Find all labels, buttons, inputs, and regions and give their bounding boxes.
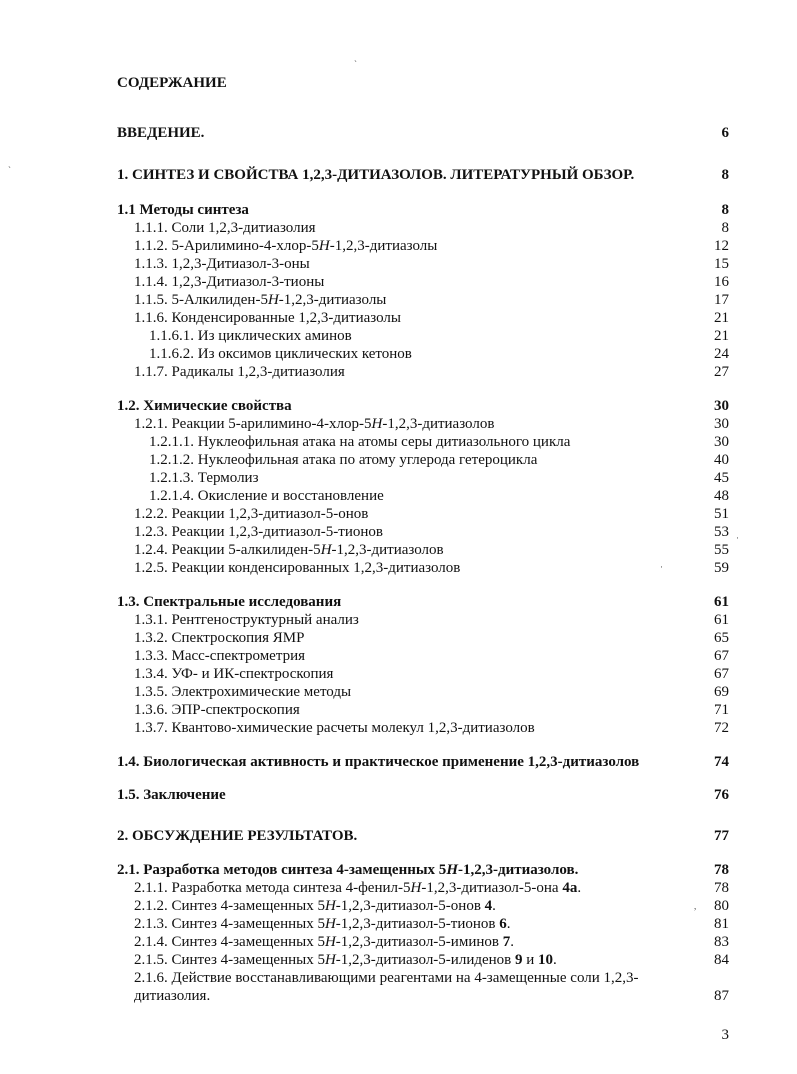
toc-entry-title: 1.3.4. УФ- и ИК-спектроскопия	[134, 666, 334, 682]
toc-entry-title	[134, 933, 514, 951]
toc-entry[interactable]	[0, 291, 797, 309]
toc-entry-title: 1.1 Методы синтеза	[117, 202, 249, 218]
toc-entry-page: 8	[721, 202, 729, 218]
toc-entry-title-part: 10	[538, 952, 554, 968]
toc-entry-title-part: .	[577, 880, 582, 896]
toc-entry-page: 71	[714, 702, 729, 718]
toc-entry[interactable]	[0, 237, 797, 255]
toc-entry-title	[117, 861, 578, 879]
toc-entry-title-part: H	[324, 934, 336, 950]
toc-entry[interactable]	[0, 629, 797, 647]
toc-entry-title: 1.1.6.1. Из циклических аминов	[149, 328, 352, 344]
toc-entry-title-part: 4a	[562, 880, 578, 896]
toc-entry-title-part: .	[492, 898, 496, 914]
toc-entry-title: 1.3.3. Масс-спектрометрия	[134, 648, 306, 664]
toc-entry[interactable]	[0, 593, 797, 611]
toc-entry[interactable]	[0, 933, 797, 951]
toc-entry-title-part: H	[320, 542, 332, 558]
toc-entry-title-part: 1.1.5. 5-Алкилиден-5	[134, 292, 268, 308]
toc-entry[interactable]	[0, 647, 797, 665]
toc-entry[interactable]	[0, 665, 797, 683]
toc-entry[interactable]	[0, 327, 797, 345]
toc-entry[interactable]	[0, 786, 797, 804]
toc-entry[interactable]	[0, 505, 797, 523]
toc-entry[interactable]	[0, 897, 797, 915]
toc-entry-page: 30	[714, 398, 729, 414]
toc-entry[interactable]	[0, 219, 797, 237]
toc-entry-title	[134, 897, 496, 915]
toc-entry-title: 1.3.7. Квантово-химические расчеты молекул 1,2,3-дитиазолов	[134, 720, 535, 736]
toc-entry[interactable]	[0, 915, 797, 933]
toc-entry-page: 78	[714, 862, 729, 878]
toc-entry-page: 74	[714, 754, 729, 770]
toc-entry[interactable]	[0, 363, 797, 381]
toc-entry-title-part: 7	[502, 934, 511, 950]
toc-heading	[0, 74, 797, 92]
toc-entry-title: 1.1.6.2. Из оксимов циклических кетонов	[149, 346, 412, 362]
toc-entry-page: 61	[714, 594, 729, 610]
toc-entry[interactable]	[0, 701, 797, 719]
toc-entry-title-part: 9	[515, 952, 523, 968]
toc-entry-title-part: H	[371, 416, 383, 432]
toc-entry[interactable]	[0, 559, 797, 577]
toc-entry[interactable]	[0, 611, 797, 629]
toc-entry-title: 1.3. Спектральные исследования	[117, 594, 342, 610]
toc-entry-title	[134, 951, 557, 969]
toc-entry-title: 1.1.1. Соли 1,2,3-дитиазолия	[134, 220, 316, 236]
toc-entry-title-part: -1,2,3-дитиазол-5-иминов	[335, 934, 503, 950]
toc-entry-page: 72	[714, 720, 729, 736]
toc-entry[interactable]	[0, 827, 797, 845]
toc-entry-title-part: 2.1. Разработка методов синтеза 4-замещенных 5	[117, 862, 447, 878]
toc-entry-title-part: -1,2,3-дитиазолы	[329, 238, 438, 254]
toc-entry[interactable]	[0, 415, 797, 433]
toc-entry-title	[134, 915, 511, 933]
toc-entry[interactable]	[0, 397, 797, 415]
toc-entry-title: 1.2.1.2. Нуклеофильная атака по атому углерода гетероцикла	[149, 452, 538, 468]
toc-entry[interactable]	[0, 255, 797, 273]
toc-entry-title: 1.1.3. 1,2,3-Дитиазол-3-оны	[134, 256, 310, 272]
toc-entry-title-part: -1,2,3-дитиазолов.	[457, 862, 579, 878]
toc-entry[interactable]	[0, 124, 797, 142]
toc-entry-title	[134, 541, 444, 559]
toc-entry-page: 59	[714, 560, 729, 576]
toc-entry-title: 1.3.2. Спектроскопия ЯМР	[134, 630, 305, 646]
toc-entry[interactable]	[0, 166, 797, 184]
toc-entry-title: 1.1.4. 1,2,3-Дитиазол-3-тионы	[134, 274, 325, 290]
toc-entry-page: 67	[714, 666, 729, 682]
toc-entry-title-part: H	[318, 238, 330, 254]
toc-entry[interactable]	[0, 201, 797, 219]
toc-entry-page: 30	[714, 416, 729, 432]
toc-entry[interactable]	[0, 753, 797, 771]
toc-entry[interactable]	[0, 309, 797, 327]
toc-entry-title: 1.1.7. Радикалы 1,2,3-дитиазолия	[134, 364, 345, 380]
toc-heading-text: СОДЕРЖАНИЕ	[117, 75, 227, 91]
toc-entry-page: 15	[714, 256, 729, 272]
toc-entry-title-part: -1,2,3-дитиазол-5-тионов	[335, 916, 500, 932]
toc-entry-page: 6	[721, 125, 729, 141]
toc-entry-title-part: -1,2,3-дитиазолы	[278, 292, 387, 308]
toc-entry-title: 1.2.1.1. Нуклеофильная атака на атомы серы дитиазольного цикла	[149, 434, 571, 450]
toc-entry-page: 24	[714, 346, 729, 362]
toc-entry-title-part: -1,2,3-дитиазол-5-илиденов	[335, 952, 515, 968]
toc-entry-page: 76	[714, 787, 729, 803]
toc-entry-title-part: H	[410, 880, 422, 896]
toc-entry-title: 1.2.2. Реакции 1,2,3-дитиазол-5-онов	[134, 506, 369, 522]
toc-entry-title-part: 2.1.3. Синтез 4-замещенных 5	[134, 916, 325, 932]
toc-entry-page: 87	[714, 988, 729, 1004]
toc-entry[interactable]	[0, 523, 797, 541]
toc-entry-title-part: 2.1.5. Синтез 4-замещенных 5	[134, 952, 325, 968]
toc-entry-page: 84	[714, 952, 729, 968]
toc-entry-title-part: 2.1.1. Разработка метода синтеза 4-фенил-5	[134, 880, 411, 896]
scan-speck: ,	[694, 901, 697, 911]
toc-entry-page: 27	[714, 364, 729, 380]
toc-entry-title-part: .	[506, 916, 511, 932]
toc-entry-page: 65	[714, 630, 729, 646]
toc-entry-page: 8	[721, 167, 729, 183]
toc-entry-title: 1.2.5. Реакции конденсированных 1,2,3-дитиазолов	[134, 560, 461, 576]
toc-entry-title: 1.3.1. Рентгеноструктурный анализ	[134, 612, 359, 628]
toc-entry-page: 30	[714, 434, 729, 450]
scan-speck: ·	[736, 533, 739, 543]
toc-entry-page: 40	[714, 452, 729, 468]
toc-entry-title-part: H	[324, 916, 336, 932]
toc-entry-page: 69	[714, 684, 729, 700]
toc-entry[interactable]	[0, 487, 797, 505]
toc-entry-title: 1. СИНТЕЗ И СВОЙСТВА 1,2,3-ДИТИАЗОЛОВ. ЛИТЕРАТУРНЫЙ ОБЗОР.	[117, 167, 635, 183]
toc-entry-page: 77	[714, 828, 729, 844]
toc-entry-title-part: -1,2,3-дитиазолов	[331, 542, 444, 558]
toc-entry-title: 2. ОБСУЖДЕНИЕ РЕЗУЛЬТАТОВ.	[117, 828, 358, 844]
toc-entry-title-part: 2.1.2. Синтез 4-замещенных 5	[134, 898, 325, 914]
toc-entry-title-part: H	[446, 862, 458, 878]
toc-entry-title-part: H	[267, 292, 279, 308]
toc-entry-title: 1.3.6. ЭПР-спектроскопия	[134, 702, 300, 718]
toc-entry-title	[134, 879, 581, 897]
toc-entry-title-part: -1,2,3-дитиазолов	[382, 416, 495, 432]
toc-entry[interactable]	[0, 469, 797, 487]
toc-entry[interactable]	[0, 451, 797, 469]
toc-entry-page: 21	[714, 310, 729, 326]
toc-entry-page: 17	[714, 292, 729, 308]
toc-entry[interactable]	[0, 719, 797, 737]
toc-entry-page: 83	[714, 934, 729, 950]
toc-entry[interactable]	[0, 969, 797, 1004]
toc-entry[interactable]	[0, 683, 797, 701]
toc-entry-title-part: 1.2.1. Реакции 5-арилимино-4-хлор-5	[134, 416, 372, 432]
toc-entry-title: 2.1.6. Действие восстанавливающими реагентами на 4-замещенные соли 1,2,3-дитиазолия.	[134, 970, 639, 1004]
scan-speck: ˋ	[354, 59, 357, 69]
toc-entry-title	[134, 415, 494, 433]
toc-entry-title-part: и	[522, 952, 539, 968]
toc-entry-page: 12	[714, 238, 729, 254]
toc-entry-page: 16	[714, 274, 729, 290]
toc-entry-page: 55	[714, 542, 729, 558]
toc-entry-title: 1.2.3. Реакции 1,2,3-дитиазол-5-тионов	[134, 524, 383, 540]
toc-entry-title-part: -1,2,3-дитиазол-5-онов	[335, 898, 485, 914]
toc-entry-page: 78	[714, 880, 729, 896]
page-number	[0, 1026, 797, 1044]
toc-entry[interactable]	[0, 273, 797, 291]
toc-entry-page: 8	[721, 220, 729, 236]
toc-entry-title	[134, 291, 386, 309]
toc-entry-title: 1.2.1.3. Термолиз	[149, 470, 259, 486]
scan-speck: ˋ	[8, 165, 11, 175]
toc-entry-title-part: -1,2,3-дитиазол-5-она	[421, 880, 563, 896]
toc-entry-page: 48	[714, 488, 729, 504]
toc-entry-title-part: 1.2.4. Реакции 5-алкилиден-5	[134, 542, 321, 558]
toc-entry[interactable]	[0, 345, 797, 363]
toc-entry-page: 45	[714, 470, 729, 486]
toc-entry-page: 51	[714, 506, 729, 522]
toc-entry-page: 80	[714, 898, 729, 914]
toc-entry-title-part: .	[553, 952, 557, 968]
toc-entry-page: 81	[714, 916, 729, 932]
toc-entry-page: 53	[714, 524, 729, 540]
toc-entry-title: 1.2.1.4. Окисление и восстановление	[149, 488, 384, 504]
toc-entry-title-part: 4	[484, 898, 493, 914]
toc-entry[interactable]	[0, 541, 797, 559]
page-number-text: 3	[721, 1027, 729, 1043]
toc-entry-title	[134, 237, 437, 255]
toc-entry-title-part: 6	[499, 916, 507, 932]
toc-entry-page: 67	[714, 648, 729, 664]
toc-entry-title: ВВЕДЕНИЕ.	[117, 125, 205, 141]
toc-entry-title: 1.4. Биологическая активность и практическое применение 1,2,3-дитиазолов	[117, 754, 640, 770]
toc-entry-title-part: 1.1.2. 5-Арилимино-4-хлор-5	[134, 238, 319, 254]
toc-entry[interactable]	[0, 433, 797, 451]
toc-entry-title: 1.2. Химические свойства	[117, 398, 292, 414]
scan-speck: ·	[660, 562, 663, 572]
toc-entry-title: 1.3.5. Электрохимические методы	[134, 684, 352, 700]
toc-entry-title-part: .	[510, 934, 514, 950]
toc-entry-title-part: H	[324, 898, 336, 914]
toc-entry[interactable]	[0, 879, 797, 897]
toc-entry[interactable]	[0, 861, 797, 879]
toc-entry-title: 1.5. Заключение	[117, 787, 226, 803]
toc-entry-title-part: 2.1.4. Синтез 4-замещенных 5	[134, 934, 325, 950]
toc-entry-title-part: H	[324, 952, 336, 968]
toc-entry[interactable]	[0, 951, 797, 969]
toc-entry-page: 61	[714, 612, 729, 628]
toc-entry-title: 1.1.6. Конденсированные 1,2,3-дитиазолы	[134, 310, 401, 326]
toc-entry-page: 21	[714, 328, 729, 344]
